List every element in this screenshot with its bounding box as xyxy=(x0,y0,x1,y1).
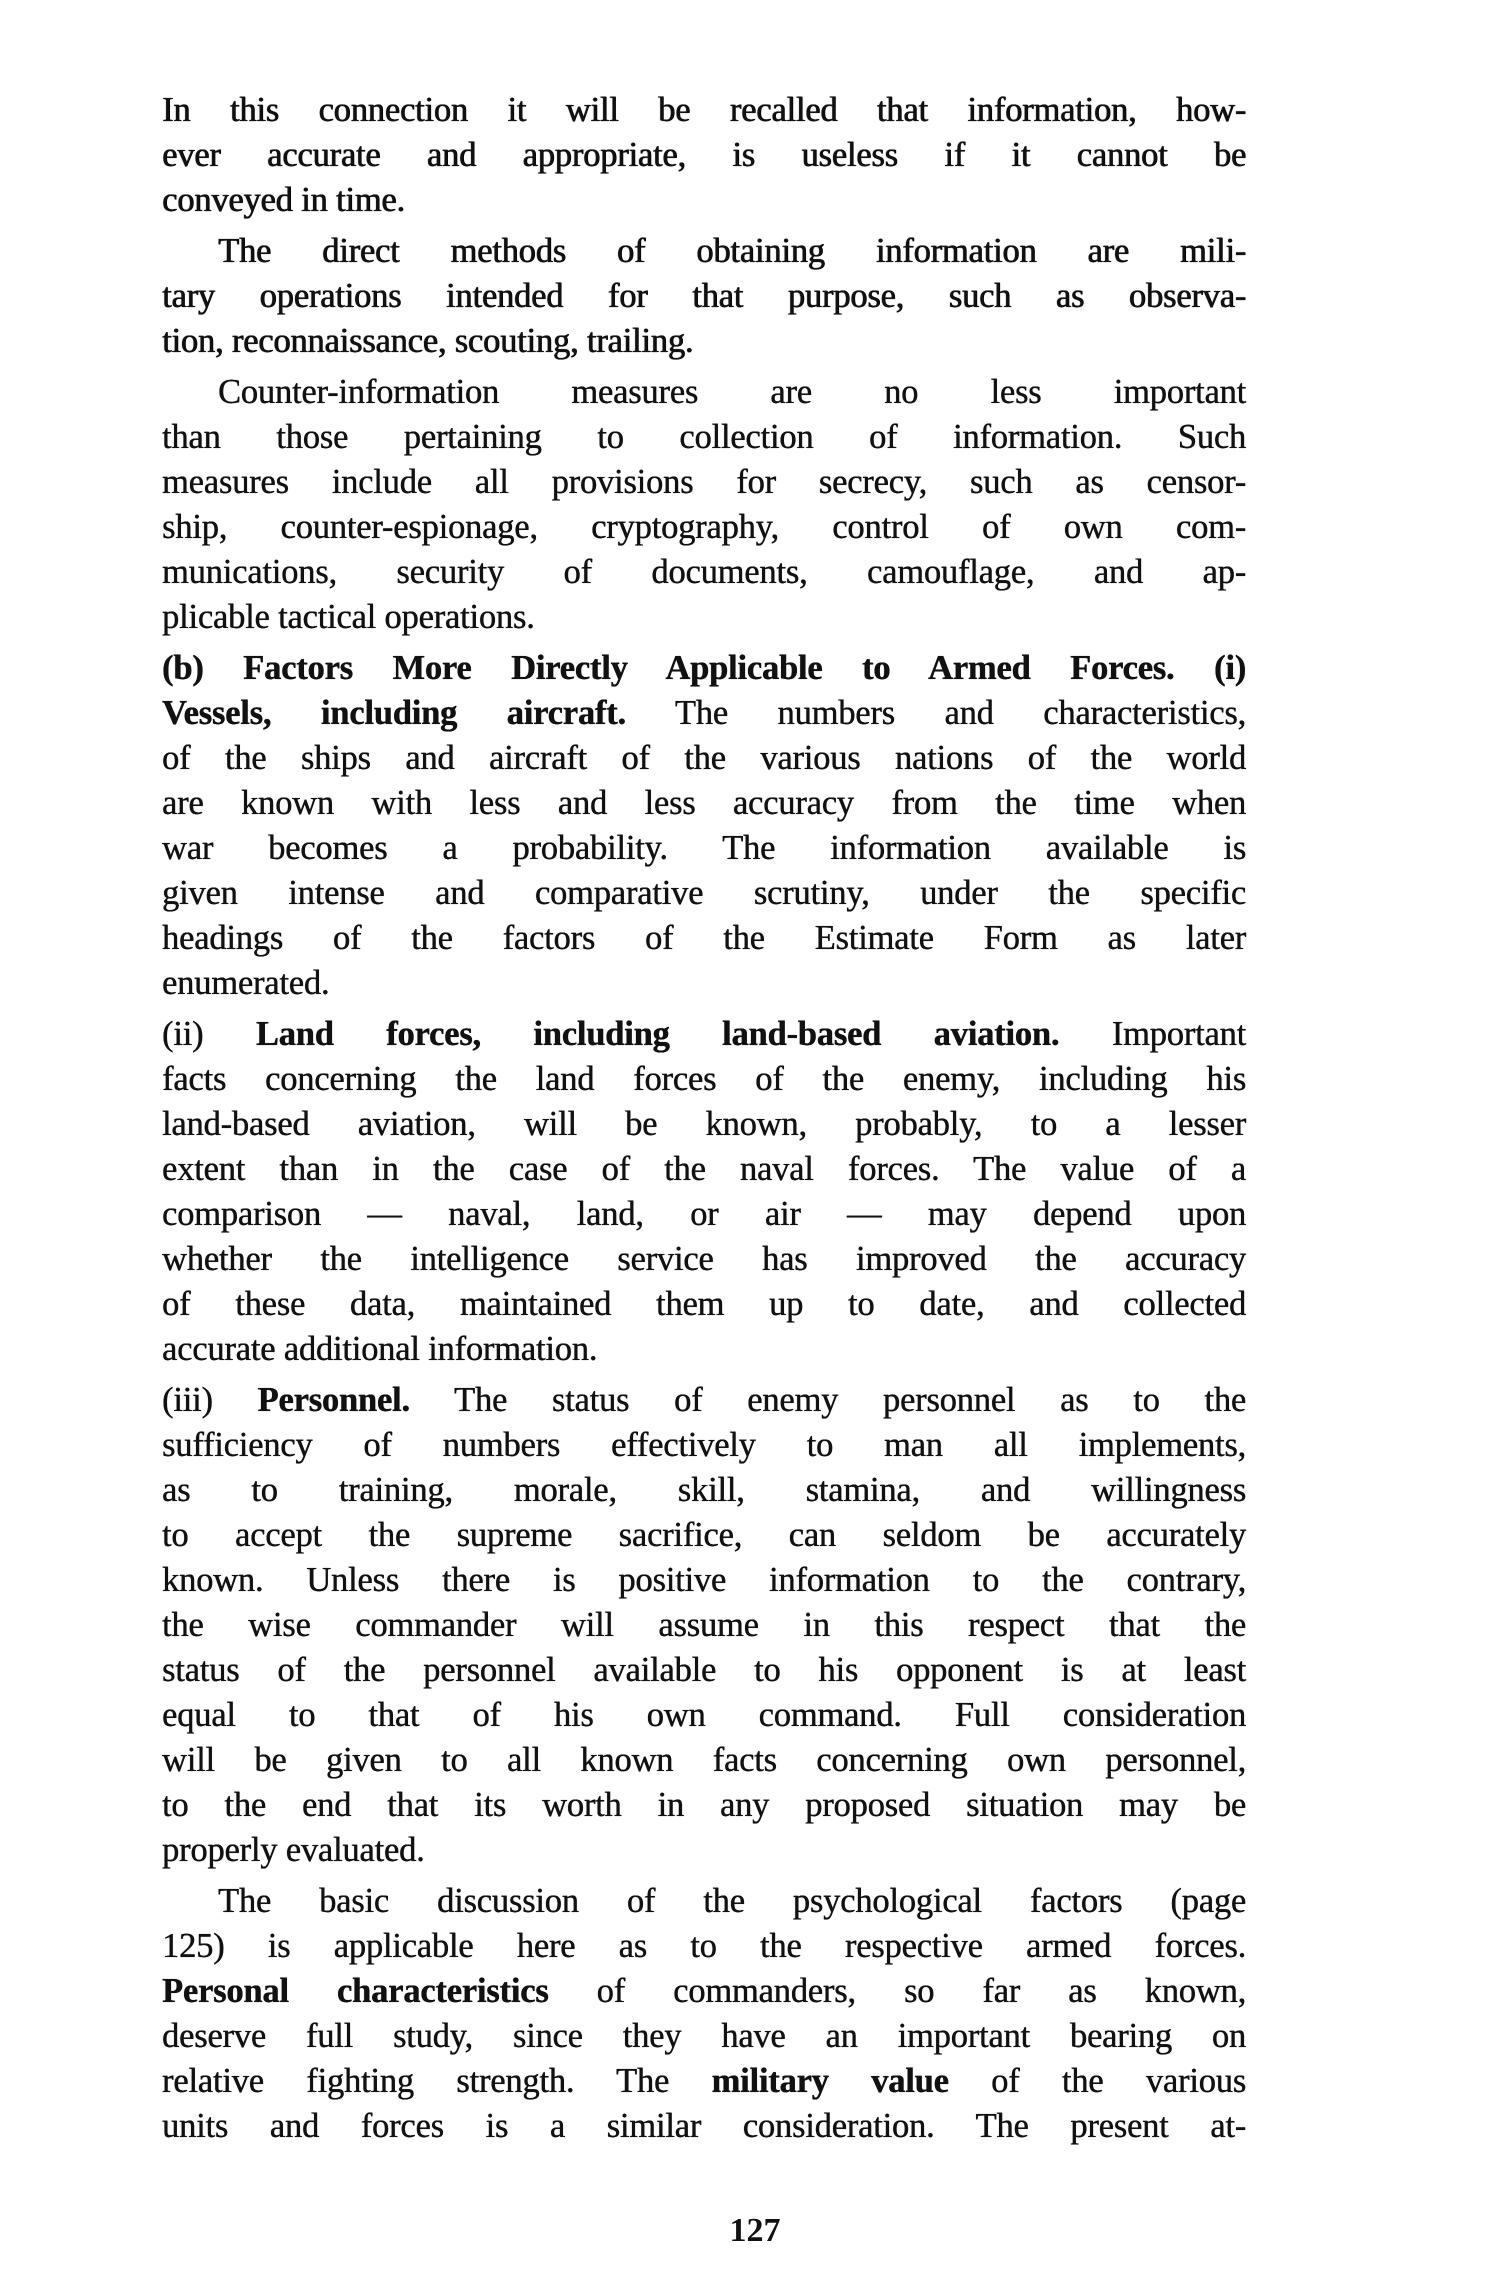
term-military-value: military value xyxy=(711,2062,949,2100)
text-line: munications, security of documents, camouflage, and ap- xyxy=(162,553,1246,591)
text-line: tary operations intended for that purpose, such as observa- xyxy=(162,277,1246,315)
text-run: Important xyxy=(1111,1015,1246,1053)
text-line: whether the intelligence service has improved the accuracy xyxy=(162,1240,1246,1278)
text-line: land-based aviation, will be known, probably, to a lesser xyxy=(162,1105,1246,1143)
document-page xyxy=(162,88,1246,2155)
text-line: deserve full study, since they have an important bearing on xyxy=(162,2017,1246,2055)
text-line: extent than in the case of the naval forces. The value of a xyxy=(162,1150,1246,1188)
text-line: as to training, morale, skill, stamina, and willingness xyxy=(162,1471,1246,1509)
text-line: The direct methods of obtaining information are mili- xyxy=(218,232,1246,270)
text-line: accurate additional information. xyxy=(162,1330,598,1368)
text-line xyxy=(162,2059,1246,2104)
paragraph-direct-methods xyxy=(162,229,1246,364)
text-line: properly evaluated. xyxy=(162,1831,425,1869)
subsection-heading-vessels: Vessels, including aircraft. xyxy=(162,694,626,732)
paragraph-personnel xyxy=(162,1378,1246,1873)
text-line: of these data, maintained them up to date, and collected xyxy=(162,1285,1246,1323)
page-number: 127 xyxy=(729,2212,781,2249)
text-line: The basic discussion of the psychological factors (page xyxy=(218,1882,1246,1920)
text-run: relative fighting strength. The xyxy=(162,2062,712,2100)
text-line: than those pertaining to collection of information. Such xyxy=(162,418,1246,456)
text-line xyxy=(162,1012,1246,1057)
text-line: headings of the factors of the Estimate Form as later xyxy=(162,919,1246,957)
text-line xyxy=(162,1969,1246,2014)
paragraph-information-timeliness xyxy=(162,88,1246,223)
section-heading-line xyxy=(162,646,1246,691)
text-line: to the end that its worth in any proposed situation may be xyxy=(162,1786,1246,1824)
subsection-label-ii: (ii) xyxy=(162,1015,204,1053)
subsection-heading-personnel: Personnel. xyxy=(257,1381,410,1419)
text-line: plicable tactical operations. xyxy=(162,598,535,636)
text-line: enumerated. xyxy=(162,964,330,1002)
text-line: known. Unless there is positive information to the contrary, xyxy=(162,1561,1246,1599)
text-run: of the various xyxy=(948,2062,1246,2100)
text-line: measures include all provisions for secrecy, such as censor- xyxy=(162,463,1246,501)
text-line: 125) is applicable here as to the respective armed forces. xyxy=(162,1927,1246,1965)
text-line: conveyed in time. xyxy=(162,181,405,219)
text-run: The status of enemy personnel as to the xyxy=(454,1381,1246,1419)
subsection-heading-land-forces: Land forces, including land-based aviation. xyxy=(255,1015,1060,1053)
paragraph-land-forces xyxy=(162,1012,1246,1372)
text-line: units and forces is a similar consideration. The present at- xyxy=(162,2107,1246,2145)
text-line: will be given to all known facts concerning own personnel, xyxy=(162,1741,1246,1779)
subsection-label-i: (i) xyxy=(1214,649,1246,687)
paragraph-vessels xyxy=(162,646,1246,1006)
term-personal-characteristics: Personal characteristics xyxy=(162,1972,549,2010)
text-line: tion, reconnaissance, scouting, trailing. xyxy=(162,322,694,360)
section-heading-b: (b) Factors More Directly Applicable to Armed Forces. xyxy=(162,649,1175,687)
text-line: equal to that of his own command. Full consideration xyxy=(162,1696,1246,1734)
text-line: In this connection it will be recalled that information, how- xyxy=(162,91,1246,129)
subsection-label-iii: (iii) xyxy=(162,1381,213,1419)
text-line: comparison — naval, land, or air — may depend upon xyxy=(162,1195,1246,1233)
text-line: facts concerning the land forces of the enemy, including his xyxy=(162,1060,1246,1098)
text-run: of commanders, so far as known, xyxy=(548,1972,1246,2010)
text-line: the wise commander will assume in this respect that the xyxy=(162,1606,1246,1644)
text-line: ship, counter-espionage, cryptography, control of own com- xyxy=(162,508,1246,546)
text-line: to accept the supreme sacrifice, can seldom be accurately xyxy=(162,1516,1246,1554)
paragraph-psychological-factors xyxy=(162,1879,1246,2149)
text-line: war becomes a probability. The information available is xyxy=(162,829,1246,867)
text-run: The numbers and characteristics, xyxy=(674,694,1246,732)
text-line: given intense and comparative scrutiny, under the specific xyxy=(162,874,1246,912)
text-line: sufficiency of numbers effectively to man all implements, xyxy=(162,1426,1246,1464)
text-line: Counter-information measures are no less important xyxy=(218,373,1246,411)
text-line: are known with less and less accuracy from the time when xyxy=(162,784,1246,822)
text-line xyxy=(162,1378,1246,1423)
text-line xyxy=(162,691,1246,736)
text-line: status of the personnel available to his opponent is at least xyxy=(162,1651,1246,1689)
paragraph-counter-information xyxy=(162,370,1246,640)
text-line: of the ships and aircraft of the various nations of the world xyxy=(162,739,1246,777)
text-line: ever accurate and appropriate, is useless if it cannot be xyxy=(162,136,1246,174)
